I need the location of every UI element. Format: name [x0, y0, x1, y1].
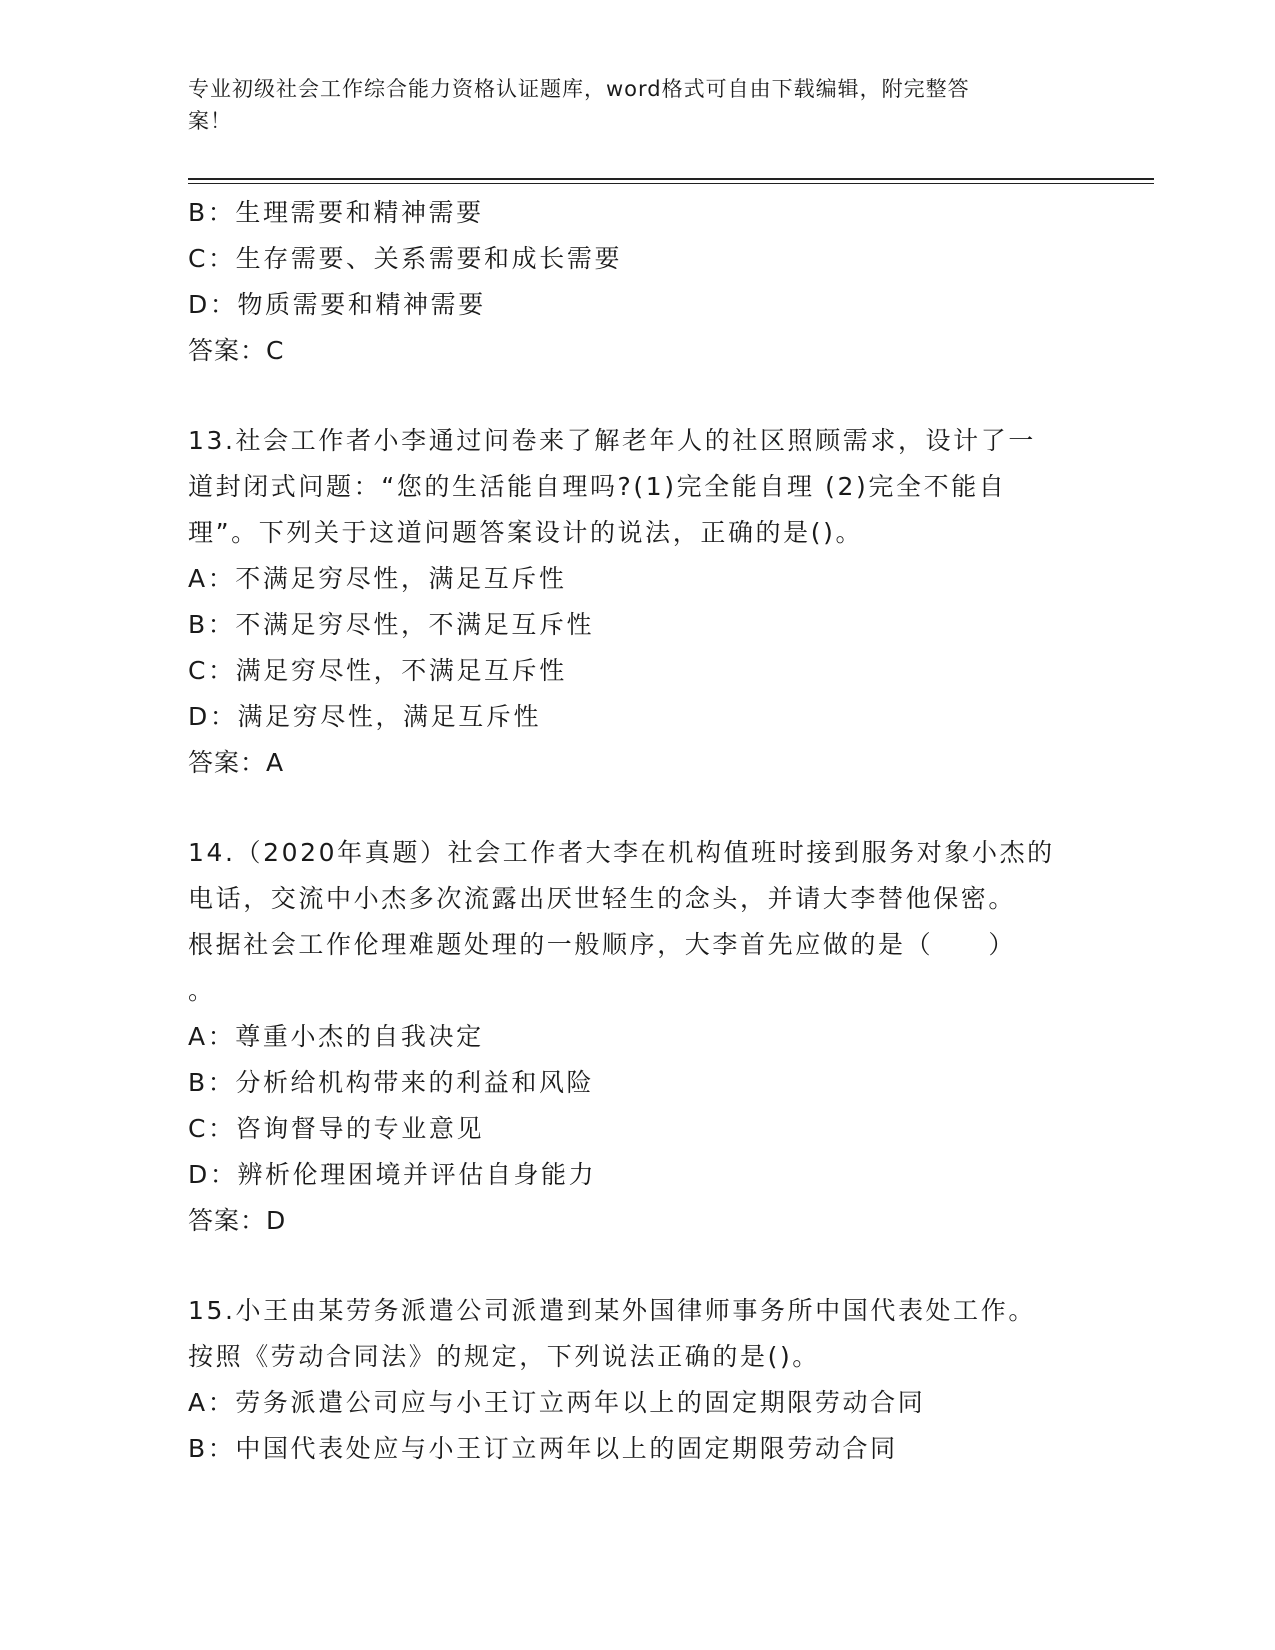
- answer: 答案：A: [188, 748, 285, 777]
- option-b: B：不满足穷尽性，不满足互斥性: [188, 610, 595, 639]
- spacer: [188, 374, 1088, 418]
- question-stem-line: 。: [188, 976, 216, 1005]
- question-stem-line: 理”。下列关于这道问题答案设计的说法，正确的是()。: [188, 518, 864, 547]
- document-body: [188, 190, 1088, 1472]
- answer: 答案：C: [188, 336, 285, 365]
- question-stem-line: 13.社会工作者小李通过问卷来了解老年人的社区照顾需求，设计了一: [188, 426, 1036, 455]
- question-stem-line: 按照《劳动合同法》的规定，下列说法正确的是()。: [188, 1342, 820, 1371]
- question-15: [188, 1288, 1088, 1472]
- option-b: B：中国代表处应与小王订立两年以上的固定期限劳动合同: [188, 1434, 898, 1463]
- option-d: D：物质需要和精神需要: [188, 290, 486, 319]
- question-stem-line: 电话，交流中小杰多次流露出厌世轻生的念头，并请大李替他保密。: [188, 884, 1017, 913]
- spacer: [188, 786, 1088, 830]
- option-b: B：分析给机构带来的利益和风险: [188, 1068, 595, 1097]
- option-a: A：不满足穷尽性，满足互斥性: [188, 564, 567, 593]
- question-stem-line: 15.小王由某劳务派遣公司派遣到某外国律师事务所中国代表处工作。: [188, 1296, 1036, 1325]
- option-c: C：咨询督导的专业意见: [188, 1114, 485, 1143]
- question-stem-line: 道封闭式问题：“您的生活能自理吗?(1)完全能自理 (2)完全不能自: [188, 472, 1007, 501]
- question-14: [188, 830, 1088, 1244]
- question-12-continued: [188, 190, 1088, 374]
- header-rule-thick: [188, 178, 1154, 180]
- option-d: D：满足穷尽性，满足互斥性: [188, 702, 542, 731]
- option-c: C：生存需要、关系需要和成长需要: [188, 244, 623, 273]
- option-b: B：生理需要和精神需要: [188, 198, 484, 227]
- question-13: [188, 418, 1088, 786]
- option-c: C：满足穷尽性，不满足互斥性: [188, 656, 567, 685]
- header-line-2: 案！: [188, 109, 232, 133]
- document-header: [188, 73, 1068, 137]
- spacer: [188, 1244, 1088, 1288]
- header-line-1: 专业初级社会工作综合能力资格认证题库，word格式可自由下载编辑，附完整答: [188, 77, 970, 101]
- option-a: A：尊重小杰的自我决定: [188, 1022, 484, 1051]
- question-stem-line: 14.（2020年真题）社会工作者大李在机构值班时接到服务对象小杰的: [188, 838, 1055, 867]
- option-d: D：辨析伦理困境并评估自身能力: [188, 1160, 597, 1189]
- option-a: A：劳务派遣公司应与小王订立两年以上的固定期限劳动合同: [188, 1388, 926, 1417]
- header-rule-thin: [188, 183, 1154, 184]
- answer: 答案：D: [188, 1206, 287, 1235]
- question-stem-line: 根据社会工作伦理难题处理的一般顺序，大李首先应做的是（ ）: [188, 930, 1017, 959]
